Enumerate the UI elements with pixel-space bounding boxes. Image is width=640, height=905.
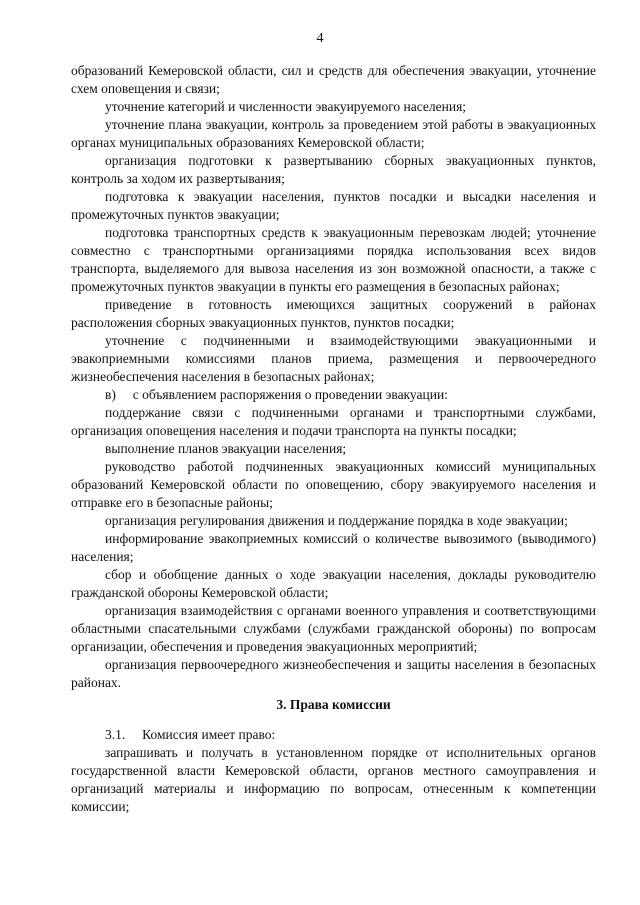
paragraph-continuation: образований Кемеровской области, сил и средств для обеспечения эвакуации, уточнение схем оповещения и связи;	[71, 63, 596, 96]
paragraph: выполнение планов эвакуации населения;	[105, 441, 347, 456]
paragraph: сбор и обобщение данных о ходе эвакуации населения, доклады руководителю гражданской обороны Кемеровской области;	[71, 567, 596, 600]
paragraph: уточнение категорий и численности эвакуируемого населения;	[105, 99, 467, 114]
section-heading: 3. Права комиссии	[276, 697, 391, 712]
paragraph: руководство работой подчиненных эвакуационных комиссий муниципальных образований Кемеровской области по оповещению, сбору эвакуируемого населения и отправке его в безопасные районы;	[71, 459, 596, 510]
page-number: 4	[316, 31, 324, 46]
clause-3-1: 3.1. Комиссия имеет право:	[105, 727, 276, 742]
paragraph: приведение в готовность имеющихся защитных сооружений в районах расположения сборных эвакуационных пунктов, пунктов посадки;	[71, 297, 596, 330]
paragraph: запрашивать и получать в установленном порядке от исполнительных органов государственной власти Кемеровской области, органов местного самоуправления и организаций материалы и информацию по вопросам, отнесенным к компетенции комиссии;	[71, 745, 596, 814]
paragraph: подготовка транспортных средств к эвакуационным перевозкам людей; уточнение совместно с транспортными организациями порядка использования всех видов транспорта, выделяемого для вывоза населения из зон возможной опасности, а также с промежуточных пунктов эвакуации в пункты его размещения в безопасных районах;	[71, 225, 596, 294]
paragraph: уточнение с подчиненными и взаимодействующими эвакуационными и эвакоприемными комиссиями планов приема, размещения и первоочередного жизнеобеспечения населения в безопасных районах;	[71, 333, 596, 384]
subsection-v-heading: в) с объявлением распоряжения о проведении эвакуации:	[105, 387, 448, 402]
paragraph: организация взаимодействия с органами военного управления и соответствующими областными спасательными службами (службами гражданской обороны) по вопросам организации, обеспечения и проведения эвакуационных мероприятий;	[71, 603, 596, 654]
paragraph: поддержание связи с подчиненными органами и транспортными службами, организация оповещения населения и подачи транспорта на пункты посадки;	[71, 405, 596, 438]
paragraph: организация первоочередного жизнеобеспечения и защиты населения в безопасных районах.	[71, 657, 596, 690]
paragraph: уточнение плана эвакуации, контроль за проведением этой работы в эвакуационных органах муниципальных образованиях Кемеровской области;	[71, 117, 596, 150]
paragraph: подготовка к эвакуации населения, пунктов посадки и высадки населения и промежуточных пунктов эвакуации;	[71, 189, 596, 222]
paragraph: информирование эвакоприемных комиссий о количестве вывозимого (выводимого) населения;	[71, 531, 596, 564]
document-body	[71, 62, 596, 816]
paragraph: организация подготовки к развертыванию сборных эвакуационных пунктов, контроль за ходом их развертывания;	[71, 153, 596, 186]
paragraph: организация регулирования движения и поддержание порядка в ходе эвакуации;	[105, 513, 568, 528]
